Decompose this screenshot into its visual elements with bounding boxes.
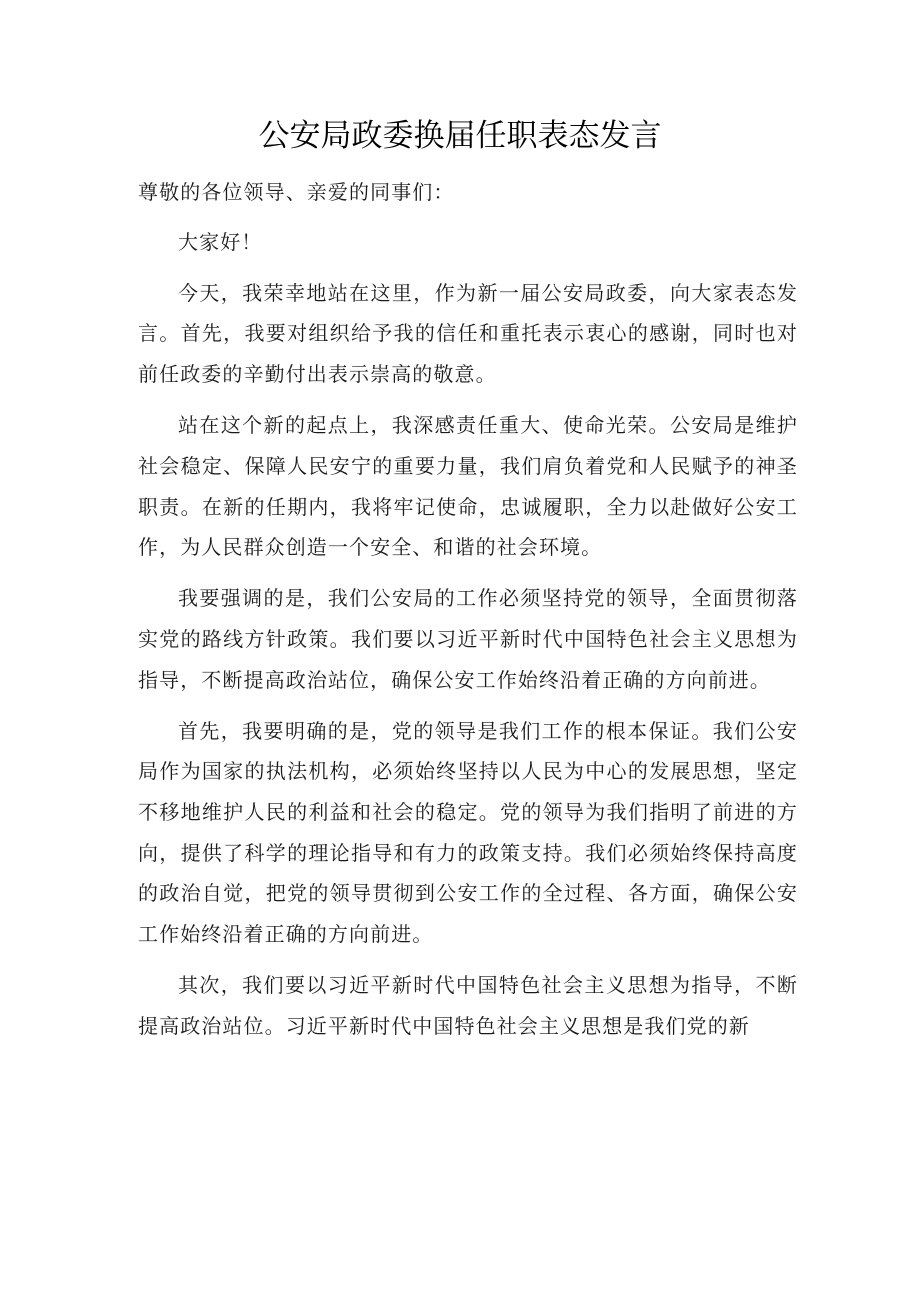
- paragraph-responsibility: 站在这个新的起点上，我深感责任重大、使命光荣。公安局是维护社会稳定、保障人民安宁的重要力量，我们肩负着党和人民赋予的神圣职责。在新的任期内，我将牢记使命，忠诚履职，全力以赴做好公安工作，为人民群众创造一个安全、和谐的社会环境。: [138, 413, 798, 560]
- paragraph-greeting: 大家好！: [178, 229, 263, 254]
- salutation: 尊敬的各位领导、亲爱的同事们：: [138, 180, 455, 204]
- paragraph-party-leadership: 我要强调的是，我们公安局的工作必须坚持党的领导，全面贯彻落实党的路线方针政策。我们要以习近平新时代中国特色社会主义思想为指导，不断提高政治站位，确保公安工作始终沿着正确的方向前进。: [138, 586, 798, 692]
- paragraph-intro: 今天，我荣幸地站在这里，作为新一届公安局政委，向大家表态发言。首先，我要对组织给予我的信任和重托表示衷心的感谢，同时也对前任政委的辛勤付出表示崇高的敬意。: [138, 280, 798, 387]
- paragraph-first-point: 首先，我要明确的是，党的领导是我们工作的根本保证。我们公安局作为国家的执法机构，必须始终坚持以人民为中心的发展思想，坚定不移地维护人民的利益和社会的稳定。党的领导为我们指明了前进的方向，提供了科学的理论指导和有力的政策支持。我们必须始终保持高度的政治自觉，把党的领导贯彻到公安工作的全过程、各方面，确保公安工作始终沿着正确的方向前进。: [138, 718, 798, 947]
- document-title: 公安局政委换届任职表态发言: [258, 118, 662, 154]
- paragraph-second-point: 其次，我们要以习近平新时代中国特色社会主义思想为指导，不断提高政治站位。习近平新时代中国特色社会主义思想是我们党的新: [138, 973, 798, 1038]
- document-body: [138, 172, 798, 1057]
